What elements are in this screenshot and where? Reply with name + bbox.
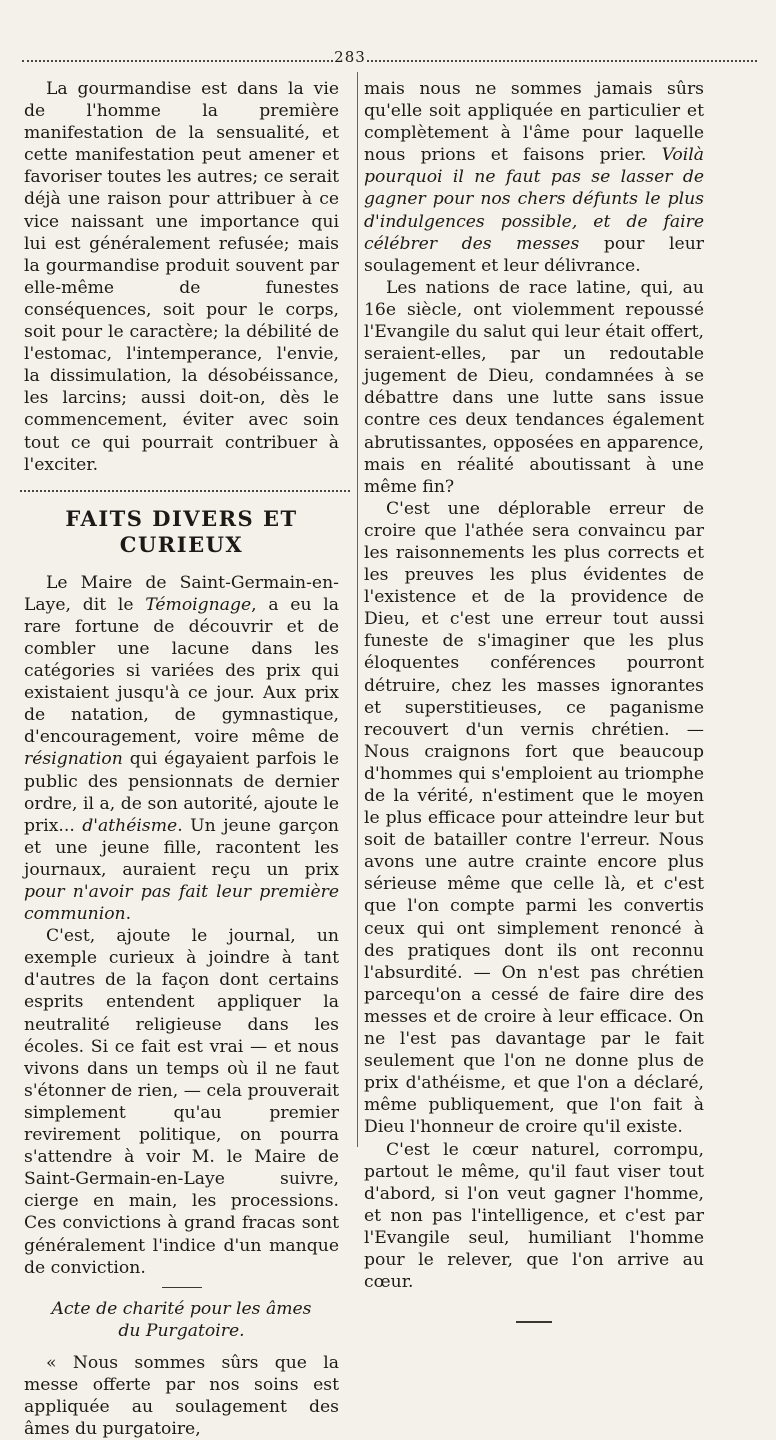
italic-run: pour n'avoir pas fait leur première communion — [24, 882, 339, 925]
text-run: . — [125, 904, 132, 925]
end-rule — [516, 1321, 552, 1323]
header-rule — [22, 60, 757, 62]
sub-title-line-2: du Purgatoire. — [118, 1320, 245, 1341]
left-paragraph-2 — [24, 572, 339, 926]
text-run: pour leur soulagement et leur délivrance. — [364, 233, 704, 276]
text-run: qui égayaient parfois le public des pensionnats de dernier ordre, il a, de son autorité, ajoute le prix... — [24, 749, 339, 836]
right-paragraph-3: C'est une déplorable erreur de croire que l'athée sera convaincu par les raisonnements les plus corrects et les preuves les plus évidentes de l'existence et de la providence de Dieu, et c'est une erreur tout aussi funeste de s'imaginer que les plus éloquentes conférences pourront détruire, chez les masses ignorantes et superstitieuses, ce paganisme recouvert d'un vernis chrétien. — Nous craignons fort que beaucoup d'hommes qui s'emploient au triomphe de la vérité, n'estiment que le moyen le plus efficace pour atteindre leur but soit de batailler contre l'erreur. Nous avons une autre crainte encore plus sérieuse même que celle là, et c'est que l'on compte parmi les convertis ceux qui ont simplement renoncé à des pratiques dont ils ont reconnu l'absurdité. — On n'est pas chrétien parcequ'on a cessé de faire dire des messes et de croire à leur efficace. On ne l'est pas davantage par le fait seulement que l'on ne donne plus de prix d'athéisme, et que l'on a déclaré, même publiquement, que l'on fait à Dieu l'honneur de croire qu'il existe. — [364, 498, 704, 1138]
text-run: mais nous ne sommes jamais sûrs qu'elle soit appliquée en particulier et complètement à l'âme pour laquelle nous prions et faisons prier. — [364, 79, 704, 166]
text-run: , a eu la rare fortune de découvrir et de combler une lacune dans les catégories si variées des prix qui existaient jusqu'à ce jour. Aux prix de natation, de gymnastique, d'encouragement, voire même de — [24, 594, 339, 748]
section-rule — [20, 490, 350, 492]
column-divider — [357, 72, 358, 1147]
sub-title-line-1: Acte de charité pour les âmes — [51, 1298, 312, 1319]
separator-rule — [162, 1287, 202, 1288]
text-run: Le Maire de Saint-Germain-en-Laye, dit le — [24, 572, 339, 615]
right-paragraph-4: C'est le cœur naturel, corrompu, partout le même, qu'il faut viser tout d'abord, si l'on veut gagner l'homme, et non pas l'intelligence, et c'est par l'Evangile seul, humiliant l'homme pour le relever, que l'on arrive au cœur. — [364, 1139, 704, 1293]
italic-run: résignation — [24, 749, 123, 770]
section-title: FAITS DIVERS ET CURIEUX — [65, 505, 298, 557]
right-paragraph-2: Les nations de race latine, qui, au 16e siècle, ont violemment repoussé l'Evangile du salut qui leur était offert, seraient-elles, par un redoutable jugement de Dieu, condamnées à se débattre dans une lutte sans issue contre ces deux tendances également abrutissantes, opposées en apparence, mais en réalité aboutissant à une même fin? — [364, 277, 704, 497]
right-column — [364, 78, 704, 1323]
page-number: 283 — [334, 48, 366, 66]
text-run: . Un jeune garçon et une jeune fille, racontent les journaux, auraient reçu un prix — [24, 815, 340, 880]
left-paragraph-1: La gourmandise est dans la vie de l'homme la première manifestation de la sensualité, et cette manifestation peut amener et favoriser toutes les autres; ce serait déjà une raison pour attribuer à ce vice naissant une importance qui lui est généralement refusée; mais la gourmandise produit souvent par elle-même de funestes conséquences, soit pour le corps, soit pour le caractère; la débilité de l'estomac, l'intemperance, l'envie, la dissimulation, la désobéissance, les larcins; aussi doit-on, dès le commencement, éviter avec soin tout ce qui pourrait contribuer à l'exciter. — [24, 79, 339, 475]
left-paragraph-4: « Nous sommes sûrs que la messe offerte par nos soins est appliquée au soulagement des âmes du purgatoire, — [24, 1352, 339, 1440]
italic-run: d'athéisme — [82, 815, 178, 836]
sub-title — [24, 1298, 339, 1342]
italic-run: Voilà pourquoi il ne faut pas se lasser de gagner pour nos chers défunts le plus d'indulgences possible, et de faire célébrer des messes — [364, 145, 704, 254]
italic-run: Témoignage — [145, 594, 252, 615]
left-column — [24, 78, 339, 1440]
left-paragraph-3: C'est, ajoute le journal, un exemple curieux à joindre à tant d'autres de la façon dont certains esprits entendent appliquer la neutralité religieuse dans les écoles. Si ce fait est vrai — et nous vivons dans un temps où il ne faut s'étonner de rien, — cela prouverait simplement qu'au premier revirement politique, on pourra s'attendre à voir M. le Maire de Saint-Germain-en-Laye suivre, cierge en main, les processions. Ces convictions à grand fracas sont généralement l'indice d'un manque de conviction. — [24, 926, 339, 1278]
right-paragraph-1 — [364, 78, 704, 277]
